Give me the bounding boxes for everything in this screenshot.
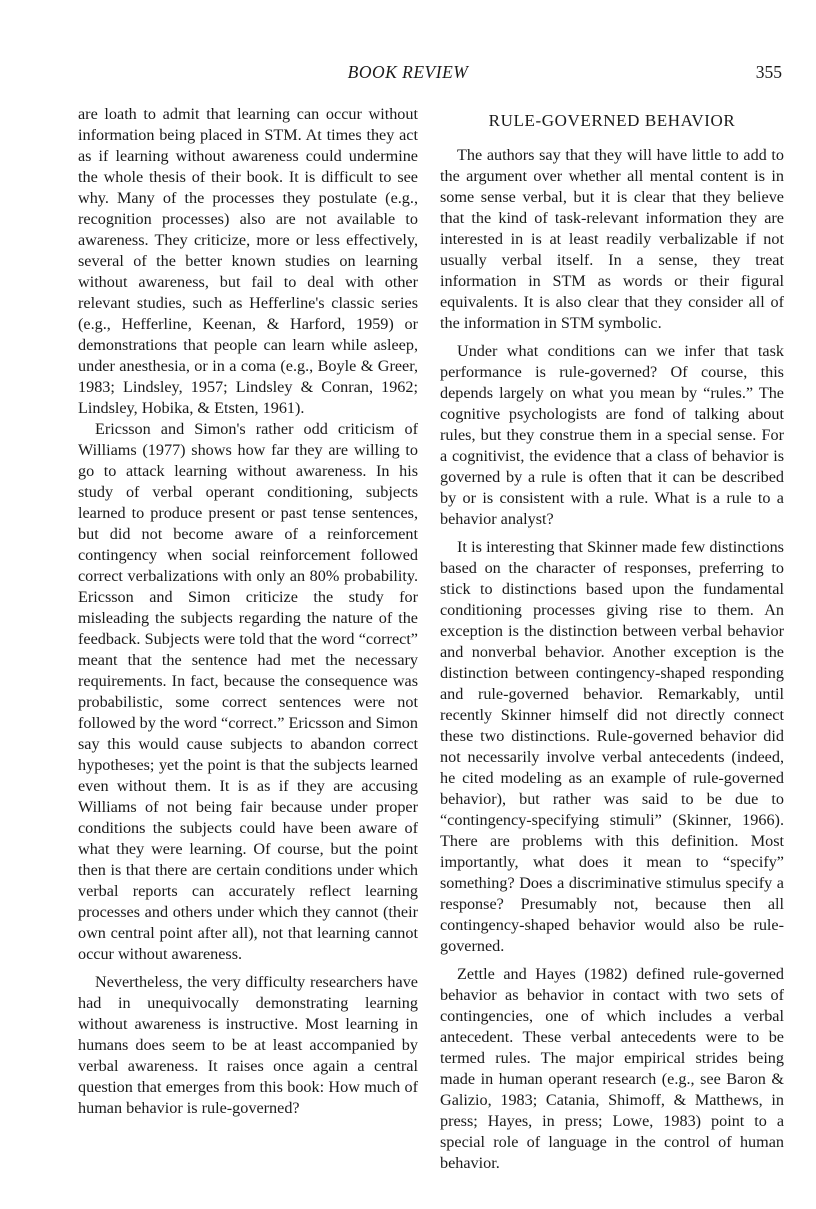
- page-number: 355: [755, 62, 782, 82]
- right-column: [440, 104, 784, 1174]
- running-title: BOOK REVIEW: [347, 62, 469, 82]
- body-paragraph: Ericsson and Simon's rather odd criticism of Williams (1977) shows how far they are willing to go to attack learning without awareness. In his study of verbal operant conditioning, subjects learned to produce present or past tense sentences, but did not become aware of a reinforcement contingency when social reinforcement followed correct verbalizations with only an 80% probability. Ericsson and Simon criticize the study for misleading the subjects regarding the nature of the feedback. Subjects were told that the word “correct” meant that the sentence had met the necessary requirements. In fact, because the consequence was probabilistic, some correct sentences were not followed by the word “correct.” Ericsson and Simon say this would cause subjects to abandon correct hypotheses; yet the point is that the subjects learned even without them. It is as if they are accusing Williams of not being fair because under proper conditions the subjects could have been aware of what they were learning. Of course, but the point then is that there are certain conditions under which verbal reports can accurately reflect learning processes and others under which they cannot (their own central point after all), not that learning cannot occur without awareness.: [78, 420, 418, 963]
- body-paragraph: Under what conditions can we infer that task performance is rule-governed? Of course, this depends largely on what you mean by “rules.” The cognitive psychologists are fond of talking about rules, but they construe them in a special sense. For a cognitivist, the evidence that a class of behavior is governed by a rule is often that it can be described by or is consistent with a rule. What is a rule to a behavior analyst?: [440, 342, 784, 528]
- page-header: [0, 62, 816, 86]
- body-paragraph: are loath to admit that learning can occur without information being placed in STM. At times they act as if learning without awareness could undermine the whole thesis of their book. It is difficult to see why. Many of the processes they postulate (e.g., recognition processes) also are not available to awareness. They criticize, more or less effectively, several of the better known studies on learning without awareness, but fail to deal with other relevant studies, such as Hefferline's classic series (e.g., Hefferline, Keenan, & Harford, 1959) or demonstrations that people can learn while asleep, under anesthesia, or in a coma (e.g., Boyle & Greer, 1983; Lindsley, 1957; Lindsley & Conran, 1962; Lindsley, Hobika, & Etsten, 1961).: [78, 105, 418, 417]
- left-column: [78, 104, 418, 1119]
- body-paragraph: It is interesting that Skinner made few distinctions based on the character of responses, preferring to stick to distinctions based upon the fundamental conditioning processes giving rise to them. An exception is the distinction between verbal behavior and nonverbal behavior. Another exception is the distinction between contingency-shaped responding and rule-governed behavior. Remarkably, until recently Skinner himself did not directly connect these two distinctions. Rule-governed behavior did not necessarily involve verbal antecedents (indeed, he cited modeling as an example of rule-governed behavior), but rather was said to be due to “contingency-specifying stimuli” (Skinner, 1966). There are problems with this definition. Most importantly, what does it mean to “specify” something? Does a discriminative stimulus specify a response? Presumably not, because then all contingency-shaped behavior would also be rule-governed.: [440, 538, 784, 955]
- body-paragraph: Zettle and Hayes (1982) defined rule-governed behavior as behavior in contact with two sets of contingencies, one of which includes a verbal antecedent. These verbal antecedents were to be termed rules. The major empirical strides being made in human operant research (e.g., see Baron & Galizio, 1983; Catania, Shimoff, & Matthews, in press; Hayes, in press; Lowe, 1983) point to a special role of language in the control of human behavior.: [440, 965, 784, 1172]
- body-paragraph: The authors say that they will have little to add to the argument over whether all mental content is in some sense verbal, but it is clear that they believe that the kind of task-relevant information they are interested in is at least readily verbalizable if not usually verbal itself. In a sense, they treat information in STM as words or their figural equivalents. It is also clear that they consider all of the information in STM symbolic.: [440, 146, 784, 332]
- section-heading: RULE-GOVERNED BEHAVIOR: [488, 111, 736, 130]
- body-paragraph: Nevertheless, the very difficulty researchers have had in unequivocally demonstrating learning without awareness is instructive. Most learning in humans does seem to be at least accompanied by verbal awareness. It raises once again a central question that emerges from this book: How much of human behavior is rule-governed?: [78, 973, 418, 1117]
